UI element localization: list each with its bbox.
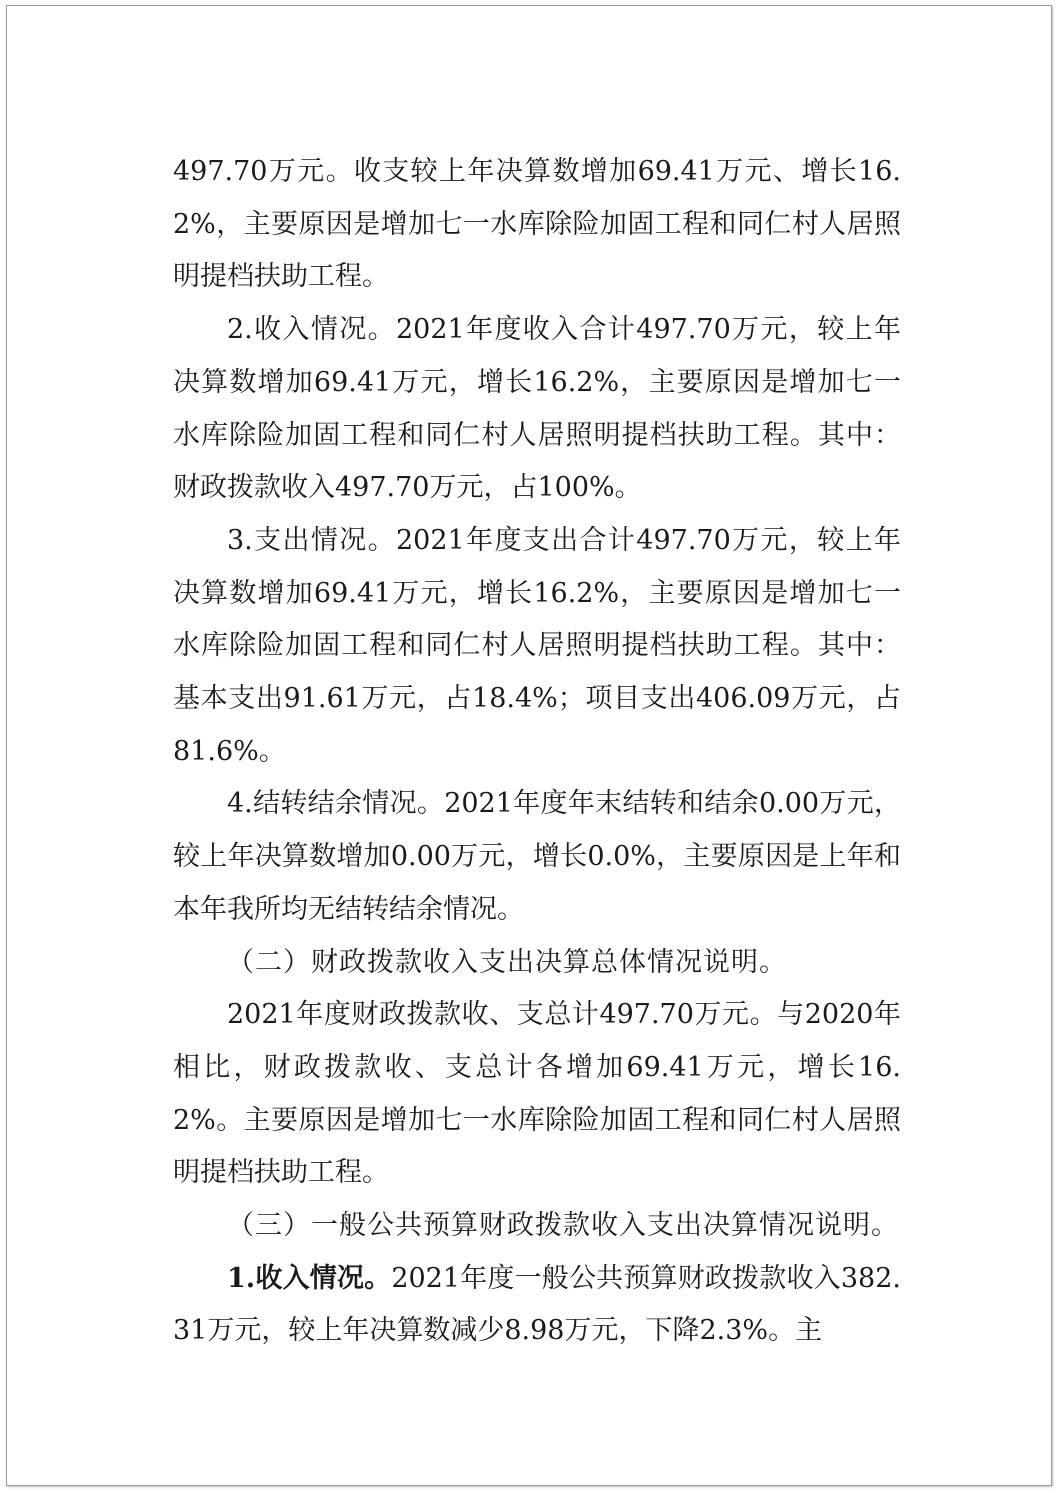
document-page [6, 5, 1052, 1486]
paragraph-income: 2.收入情况。2021年度收入合计497.70万元，较上年决算数增加69.41万元，增长16.2%，主要原因是增加七一水库除险加固工程和同仁村人居照明提档扶助工程。其中：财政拨款收入497.70万元，占100%。 [173, 314, 901, 504]
paragraph-general-budget-income [173, 1253, 901, 1358]
section-heading-3: （三）一般公共预算财政拨款收入支出决算情况说明。 [227, 1210, 899, 1242]
paragraph-expenditure: 3.支出情况。2021年度支出合计497.70万元，较上年决算数增加69.41万元，增长16.2%，主要原因是增加七一水库除险加固工程和同仁村人居照明提档扶助工程。其中：基本支出91.61万元，占18.4%；项目支出406.09万元，占81.6%。 [173, 524, 901, 767]
paragraph-fiscal-total: 2021年度财政拨款收、支总计497.70万元。与2020年相比，财政拨款收、支总计各增加69.41万元，增长16.2%。主要原因是增加七一水库除险加固工程和同仁村人居照明提档扶助工程。 [173, 999, 901, 1189]
section-heading-2: （二）财政拨款收入支出决算总体情况说明。 [227, 946, 787, 978]
paragraph-text: 2021年度一般公共预算财政拨款收入382.31万元，较上年决算数减少8.98万元，下降2.3%。主 [173, 1262, 901, 1347]
paragraph-continued: 497.70万元。收支较上年决算数增加69.41万元、增长16.2%，主要原因是增加七一水库除险加固工程和同仁村人居照明提档扶助工程。 [173, 156, 901, 293]
paragraph-carryover: 4.结转结余情况。2021年度年末结转和结余0.00万元，较上年决算数增加0.00万元，增长0.0%，主要原因是上年和本年我所均无结转结余情况。 [173, 788, 901, 925]
paragraph-lead: 1.收入情况。 [227, 1262, 392, 1294]
document-body [173, 146, 901, 1358]
